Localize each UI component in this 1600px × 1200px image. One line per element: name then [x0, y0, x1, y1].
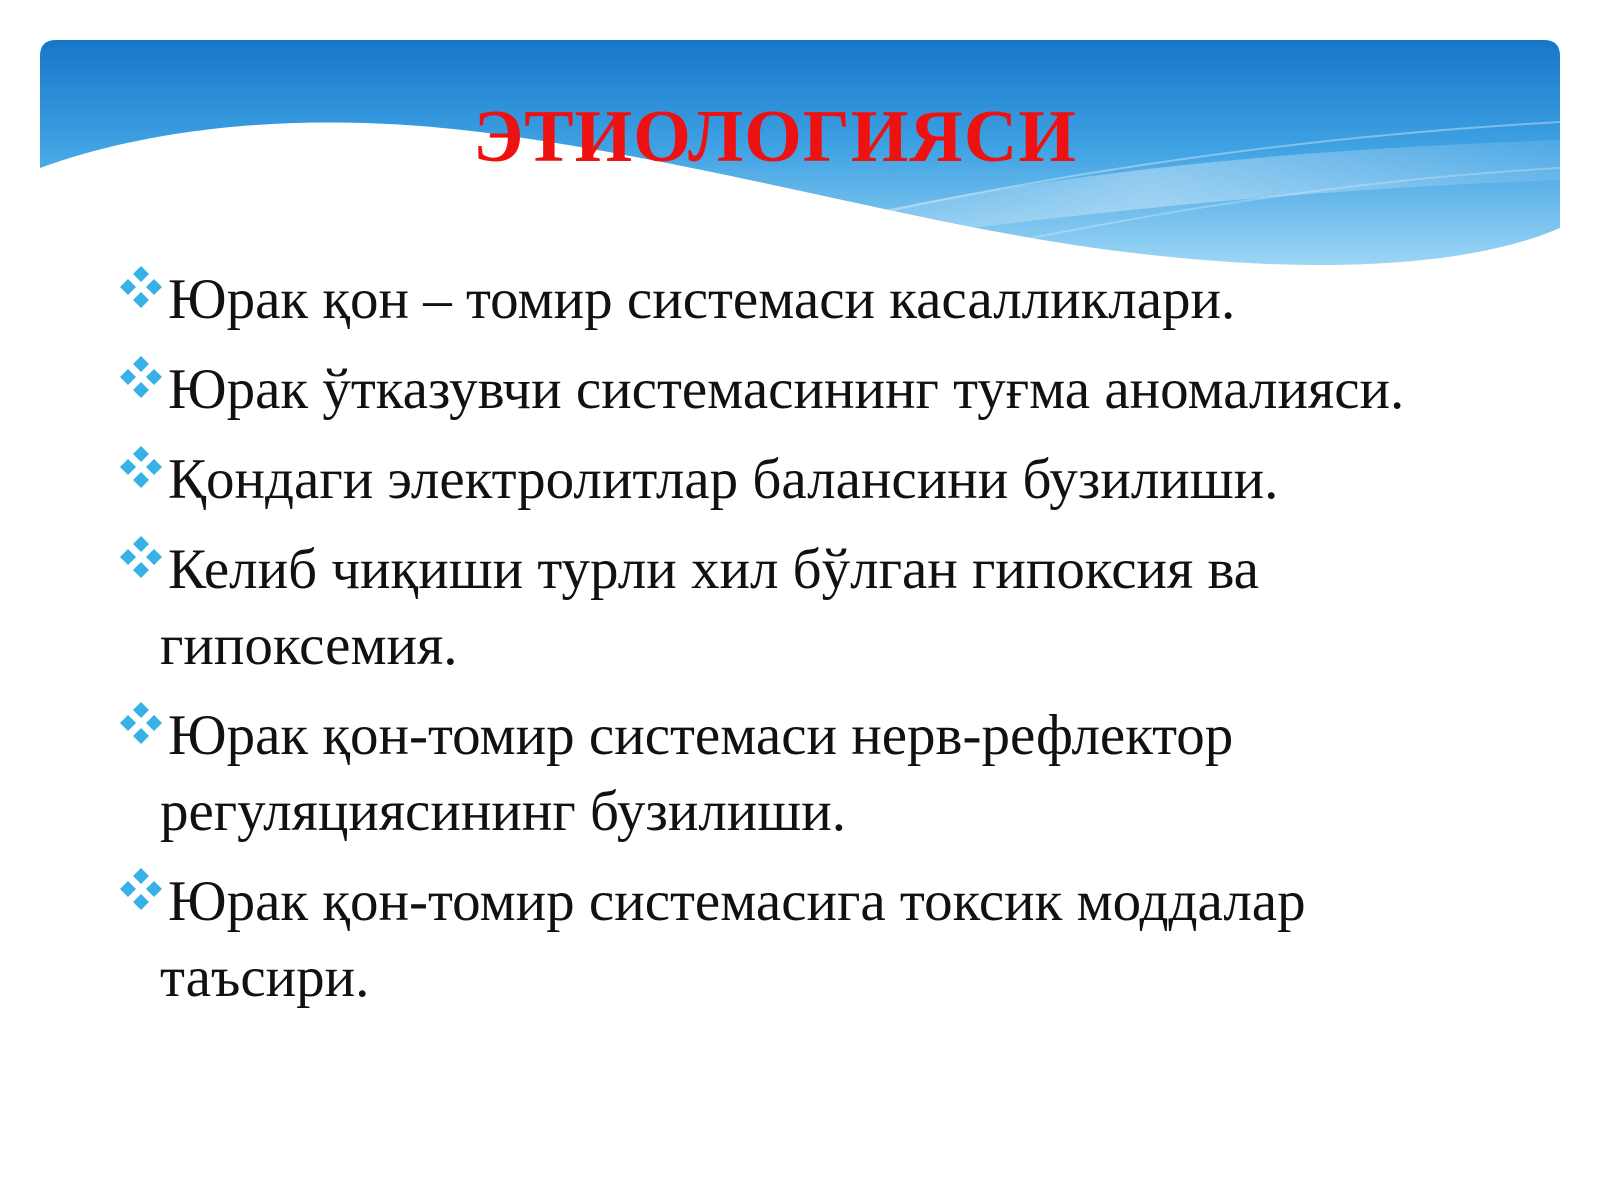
- bullet-text-continuation: таъсири.: [160, 946, 370, 1009]
- list-item: [118, 864, 1578, 1016]
- four-diamond-bullet-icon: [118, 534, 164, 580]
- bullet-text-continuation: гипоксемия.: [160, 614, 458, 677]
- four-diamond-bullet-icon: [118, 866, 164, 912]
- bullet-text: Юрак қон-томир системаси нерв-рефлектор: [168, 704, 1234, 767]
- bullet-text: Юрак қон-томир системасига токсик моддалар: [168, 870, 1306, 933]
- list-item: [118, 698, 1578, 850]
- list-item: [118, 262, 1578, 338]
- bullet-text: Келиб чиқиши турли хил бўлган гипоксия ва: [168, 538, 1259, 601]
- bullet-text-continuation: регуляциясининг бузилиши.: [160, 780, 846, 843]
- slide-title-text: ЭТИОЛОГИЯСИ: [473, 96, 1077, 178]
- bullet-text: Юрак қон – томир системаси касалликлари.: [168, 268, 1236, 331]
- four-diamond-bullet-icon: [118, 264, 164, 310]
- list-item: [118, 352, 1578, 428]
- bullet-list: [118, 262, 1578, 1030]
- four-diamond-bullet-icon: [118, 444, 164, 490]
- bullet-text: Қондаги электролитлар балансини бузилиши.: [168, 448, 1279, 511]
- four-diamond-bullet-icon: [118, 354, 164, 400]
- list-item: [118, 532, 1578, 684]
- four-diamond-bullet-icon: [118, 700, 164, 746]
- list-item: [118, 442, 1578, 518]
- bullet-text: Юрак ўтказувчи системасининг туғма аномалияси.: [168, 358, 1405, 421]
- slide-title: [0, 96, 1600, 178]
